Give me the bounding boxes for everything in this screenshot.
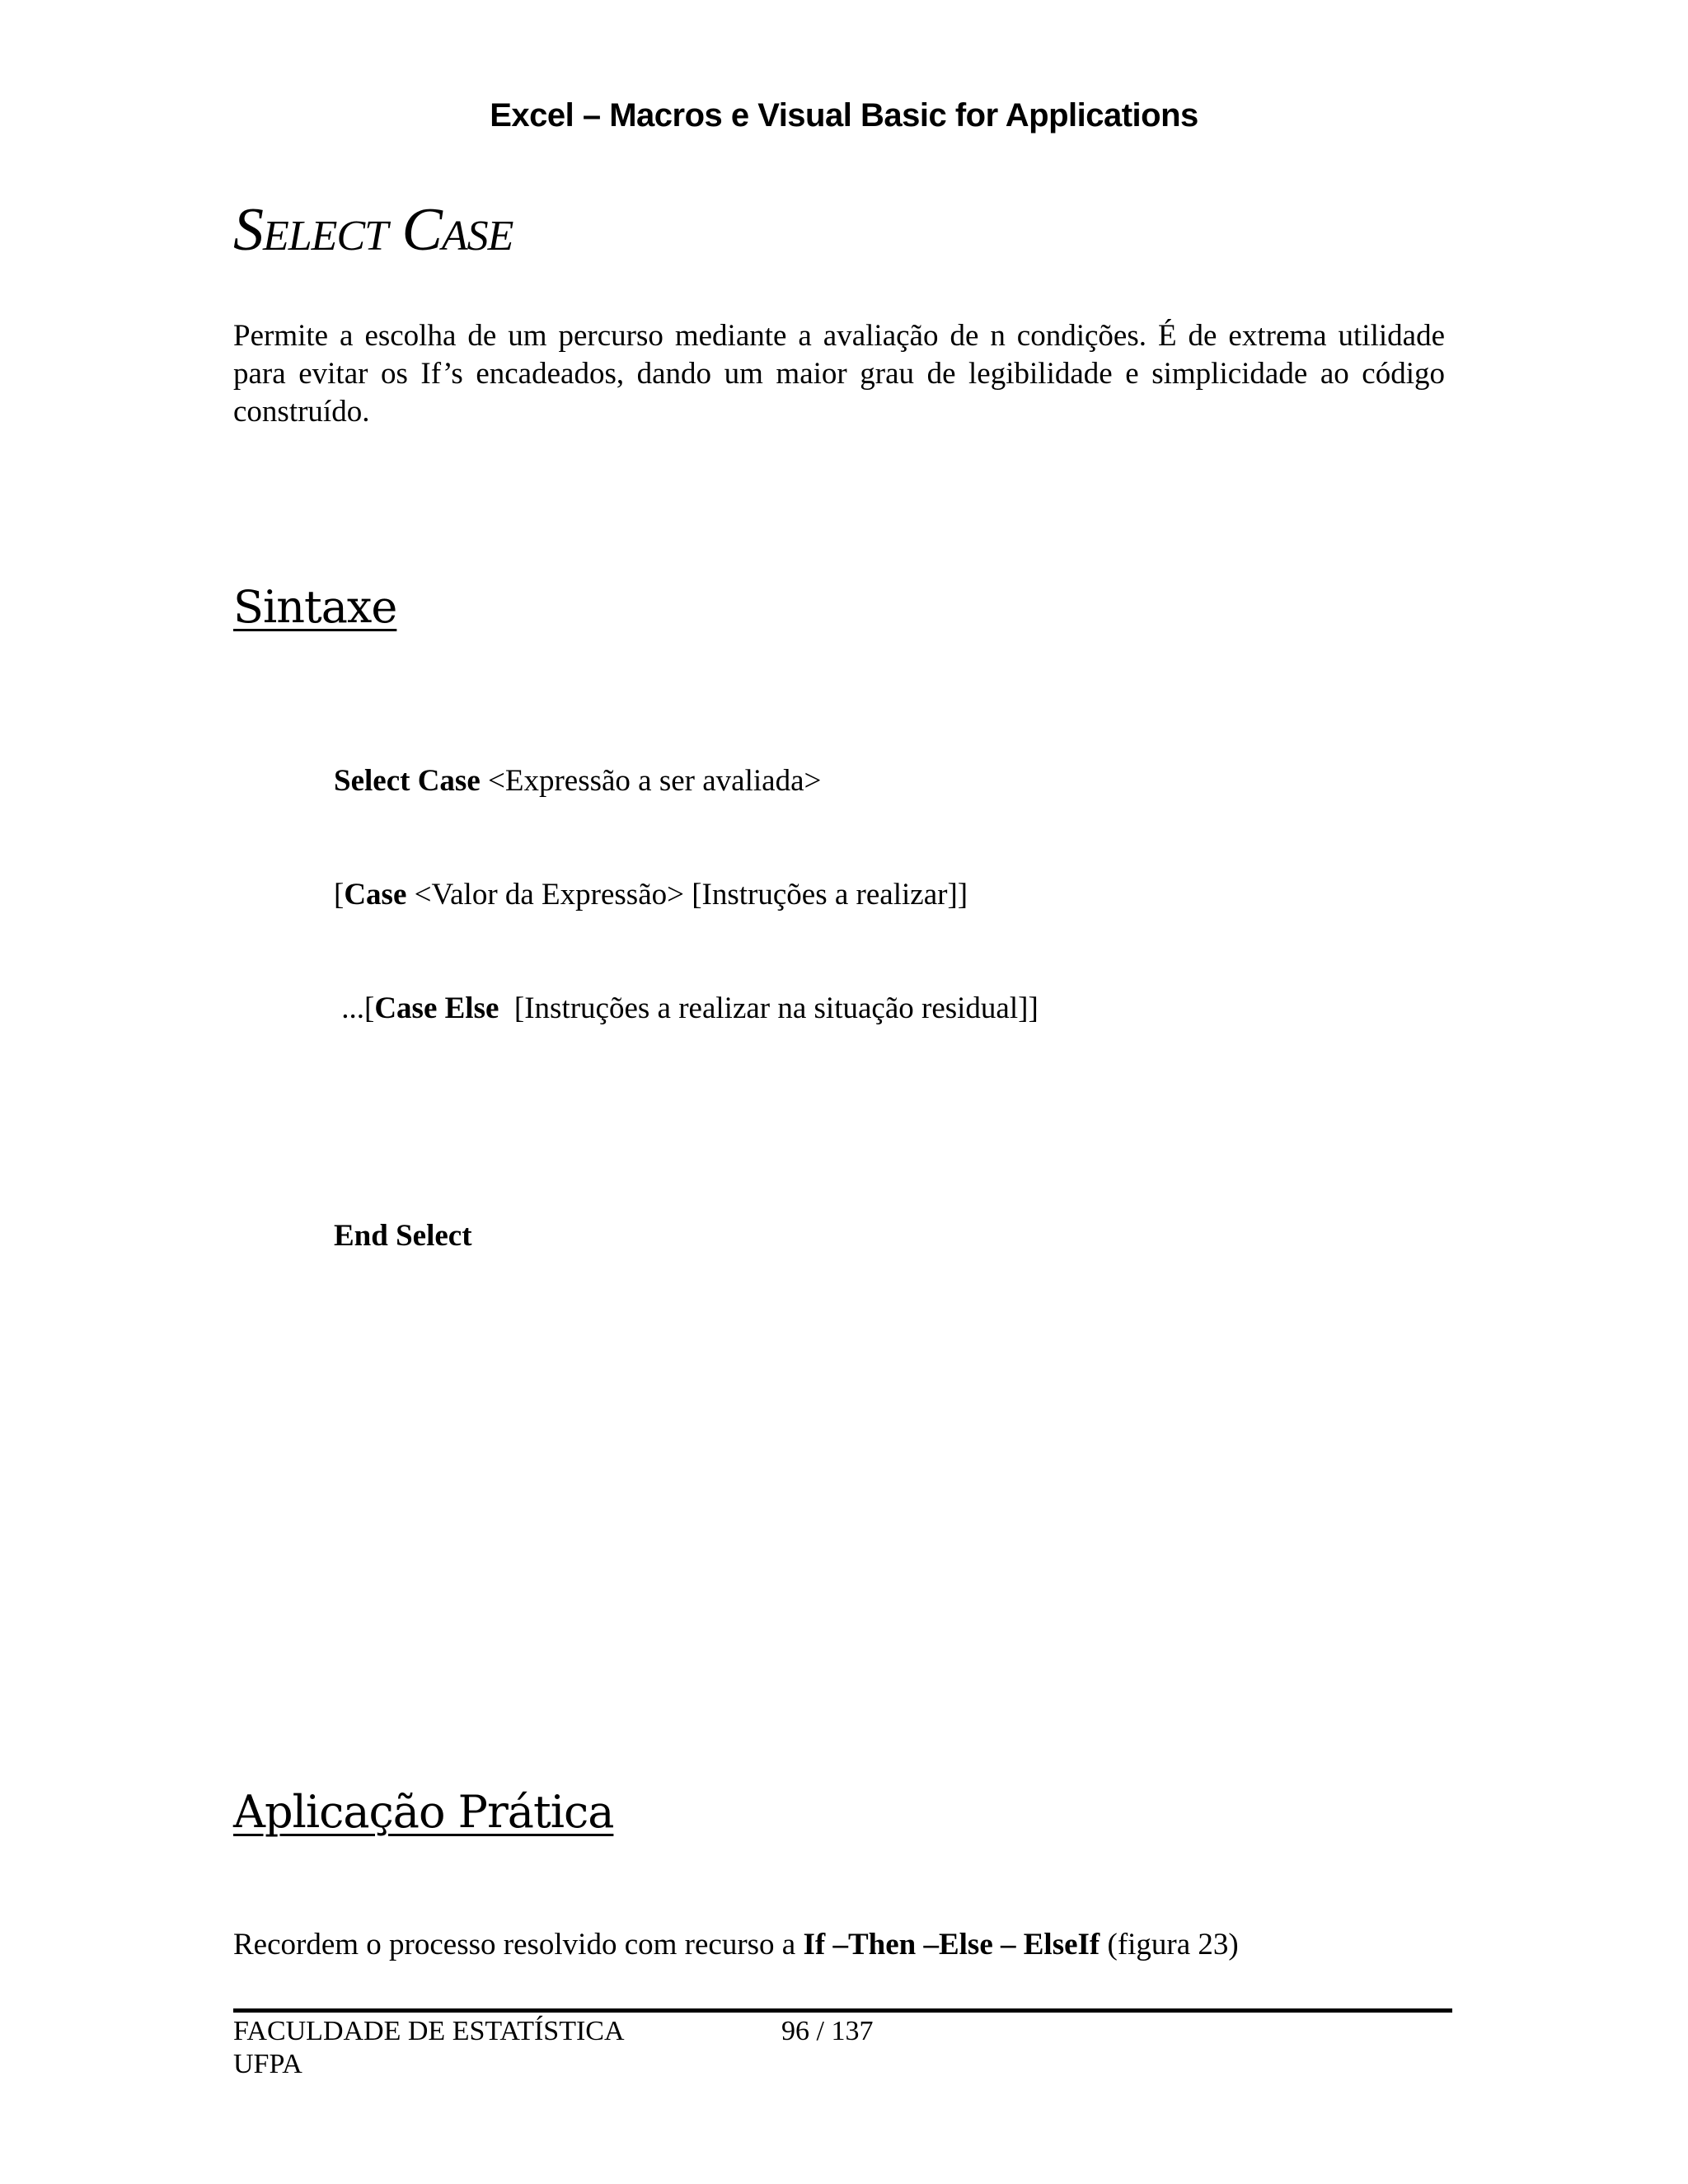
syntax-line [334,990,1039,1028]
footer-institution-line: FACULDADE DE ESTATÍSTICA [233,2016,625,2046]
syntax-line-blank [334,1104,1039,1141]
footer-institution-line: UFPA [233,2049,302,2079]
syntax-line [334,762,1039,800]
syntax-keyword: Select Case [334,764,481,798]
syntax-prefix: ...[ [334,991,375,1025]
page-number: 96 / 137 [781,2016,874,2046]
syntax-line [334,1217,1039,1255]
aplicacao-heading: Aplicação Prática [233,1786,614,1838]
recall-keyword: If –Then –Else – ElseIf [803,1928,1100,1961]
syntax-keyword: Case [344,878,407,912]
syntax-line [334,876,1039,914]
recall-prefix: Recordem o processo resolvido com recurso a [233,1928,804,1961]
syntax-keyword: End Select [334,1219,472,1253]
syntax-rest: [Instruções a realizar na situação residual]] [499,991,1039,1025]
recall-paragraph [233,1926,1239,1964]
sintaxe-heading: Sintaxe [233,581,397,633]
syntax-prefix: [ [334,878,345,912]
intro-paragraph: Permite a escolha de um percurso mediante a avaliação de n condições. É de extrema utilidade para evitar os If’s encadeados, dando um maior grau de legibilidade e simplicidade ao código construído. [233,319,1445,429]
footer-rule [233,2008,1452,2013]
syntax-block [334,687,1039,1293]
running-header: Excel – Macros e Visual Basic for Applications [490,97,1198,134]
syntax-rest: <Valor da Expressão> [Instruções a realizar]] [406,878,968,912]
syntax-rest: <Expressão a ser avaliada> [480,764,822,798]
recall-suffix: (figura 23) [1100,1928,1239,1961]
section-title: Select Case [233,196,513,264]
syntax-keyword: Case Else [374,991,499,1025]
footer-institution [233,2015,625,2081]
